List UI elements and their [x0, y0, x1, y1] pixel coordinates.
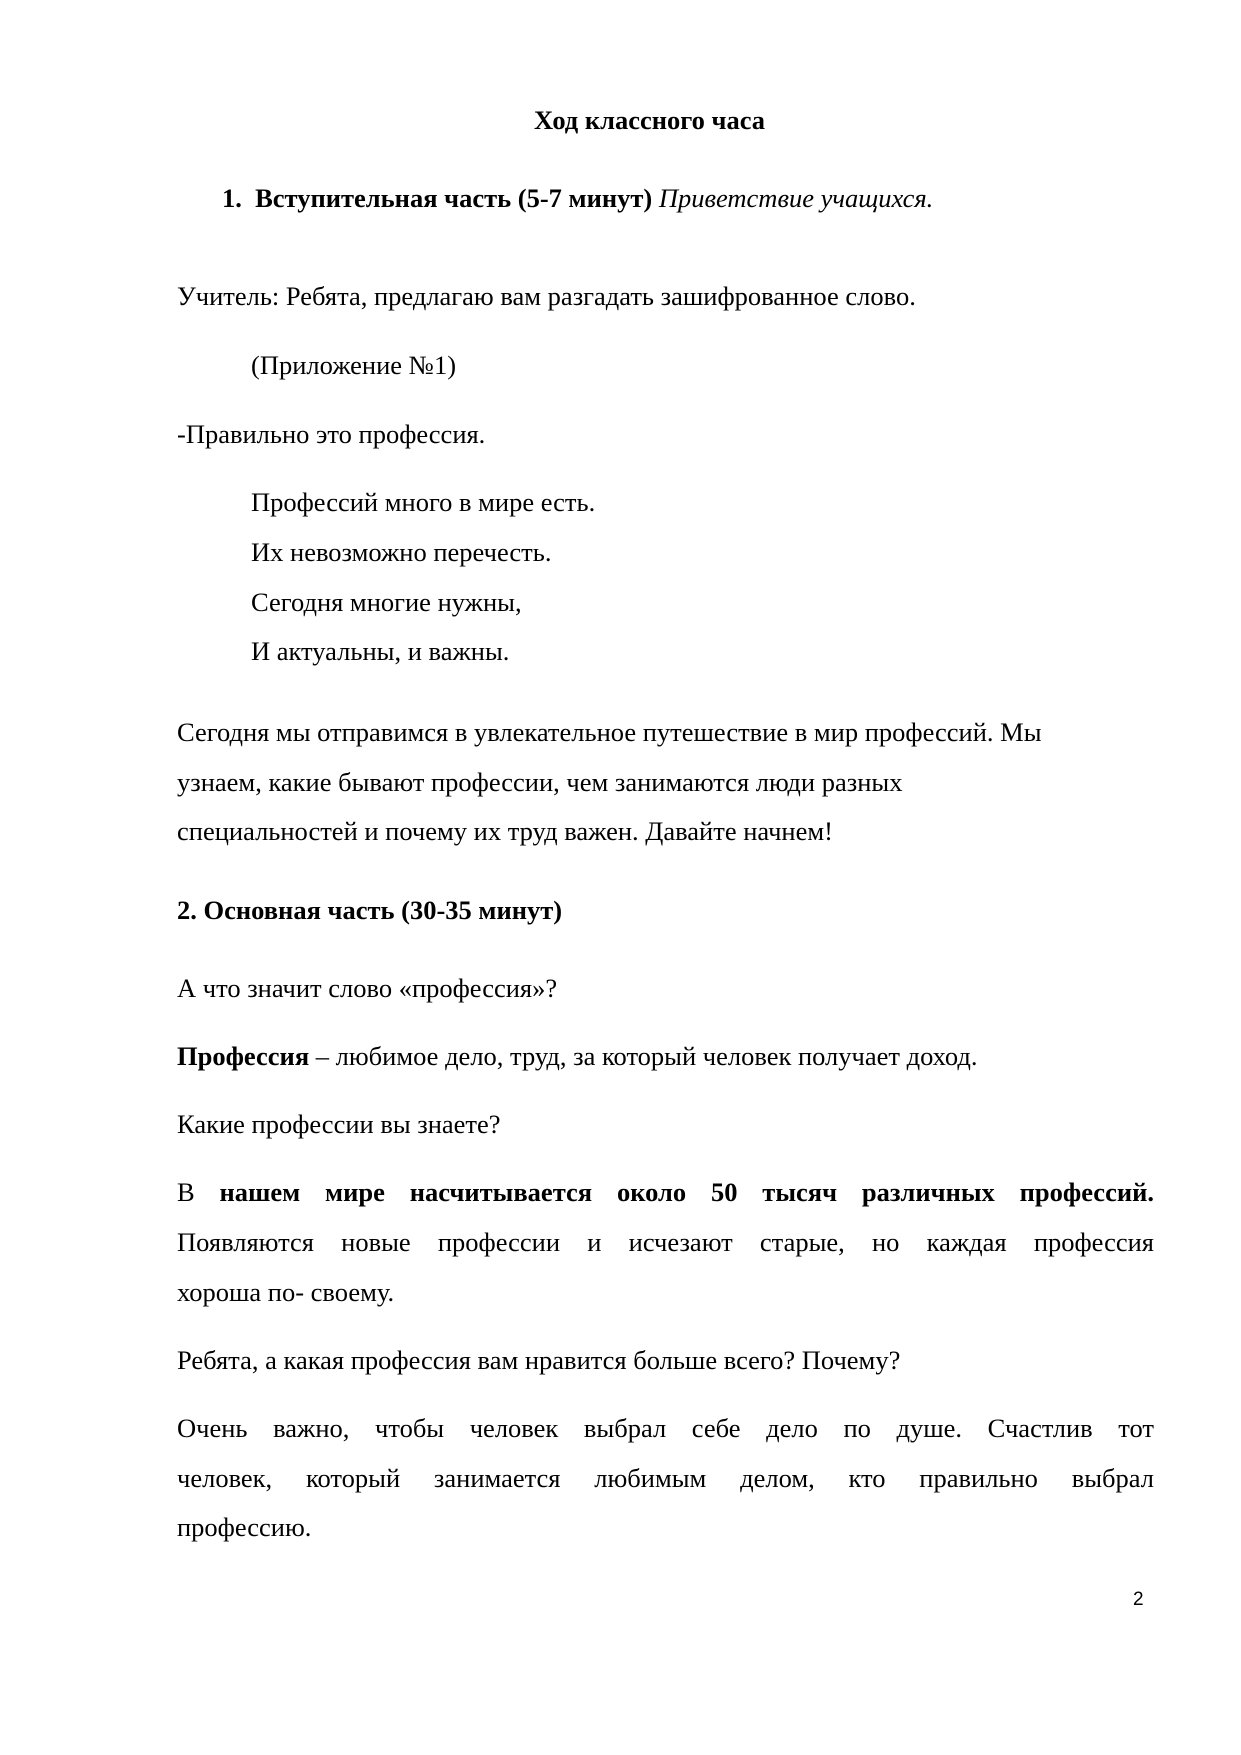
definition-text: – любимое дело, труд, за который человек получает доход. — [309, 1041, 978, 1071]
paragraph-line: хороша по- своему. — [177, 1277, 395, 1307]
fact-bold-text: нашем мире насчитывается около 50 тысяч различных профессий. — [219, 1177, 1154, 1207]
section-2-heading: 2. Основная часть (30-35 минут) — [177, 895, 563, 925]
paragraph-line: Появляются новые профессии и исчезают старые, но каждая профессия — [177, 1227, 1154, 1257]
section-1-heading — [222, 182, 933, 214]
poem-line: Профессий много в мире есть. — [251, 487, 596, 517]
paragraph-line: Сегодня мы отправимся в увлекательное путешествие в мир профессий. Мы — [177, 717, 1042, 747]
correct-answer-line: -Правильно это профессия. — [177, 419, 486, 449]
question-known-professions: Какие профессии вы знаете? — [177, 1109, 501, 1139]
section-1-subtitle: Приветствие учащихся. — [658, 183, 934, 213]
profession-definition — [177, 1040, 978, 1072]
question-favorite-profession: Ребята, а какая профессия вам нравится больше всего? Почему? — [177, 1345, 901, 1375]
section-1-title: Вступительная часть (5-7 минут) — [255, 183, 653, 213]
paragraph-line: человек, который занимается любимым делом, кто правильно выбрал — [177, 1463, 1154, 1493]
paragraph-line: специальностей и почему их труд важен. Давайте начнем! — [177, 816, 833, 846]
paragraph-line: профессию. — [177, 1512, 312, 1542]
poem-line: Сегодня многие нужны, — [251, 587, 522, 617]
teacher-line: Учитель: Ребята, предлагаю вам разгадать зашифрованное слово. — [177, 281, 916, 311]
section-1-number: 1. — [222, 183, 242, 213]
paragraph-line: Очень важно, чтобы человек выбрал себе дело по душе. Счастлив тот — [177, 1413, 1154, 1443]
document-title: Ход классного часа — [534, 105, 766, 135]
poem-line: И актуальны, и важны. — [251, 636, 510, 666]
fact-prefix: В — [177, 1177, 195, 1207]
definition-term: Профессия — [177, 1041, 310, 1071]
paragraph-line: узнаем, какие бывают профессии, чем занимаются люди разных — [177, 767, 903, 797]
poem-line: Их невозможно перечесть. — [251, 537, 552, 567]
appendix-reference: (Приложение №1) — [251, 350, 457, 380]
page-number: 2 — [1133, 1589, 1144, 1610]
paragraph-line — [177, 1176, 1154, 1208]
question-profession-meaning: А что значит слово «профессия»? — [177, 973, 558, 1003]
